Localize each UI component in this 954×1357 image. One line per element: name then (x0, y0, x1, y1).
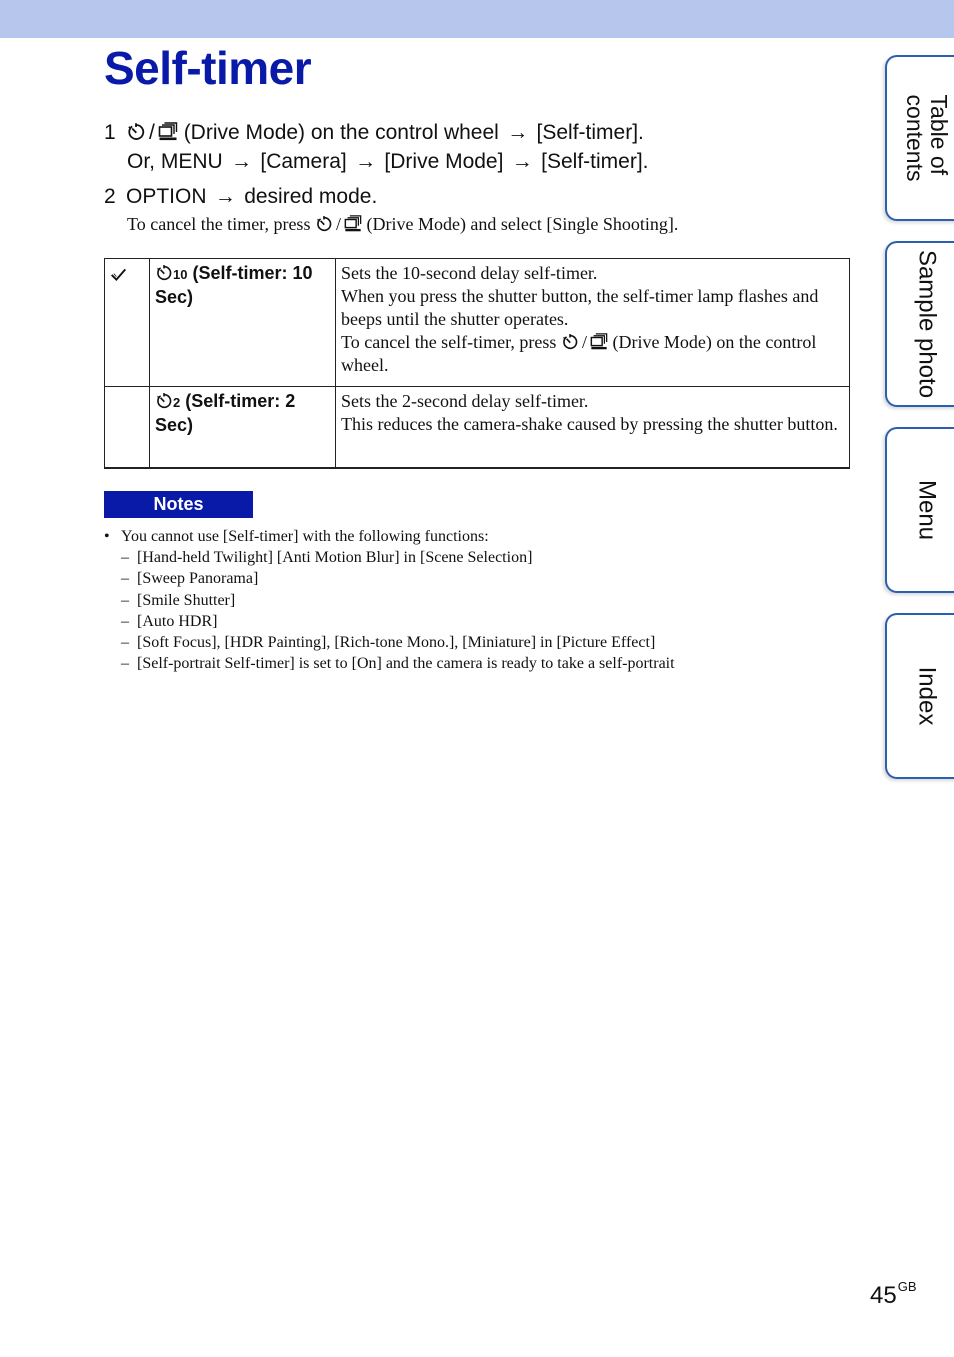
cancel-note (127, 212, 678, 236)
dash: – (121, 634, 129, 652)
tab-sample-photo[interactable] (885, 241, 954, 407)
default-cell (105, 259, 150, 387)
mode-table (104, 258, 850, 469)
note-text: [Self-portrait Self-timer] is set to [On] and the camera is ready to take a self-portrait (137, 655, 675, 673)
arrow-icon: → (511, 150, 533, 173)
cancel-before: To cancel the self-timer, press (341, 332, 557, 352)
notes-badge: Notes (104, 491, 253, 518)
page-number-value: 45 (870, 1282, 897, 1309)
default-cell (105, 387, 150, 468)
arrow-icon: → (507, 121, 529, 144)
note-text: [Smile Shutter] (137, 591, 236, 609)
mode-cancel-note (341, 331, 844, 377)
continuous-shooting-icon (590, 333, 608, 351)
self-timer-icon (315, 215, 333, 233)
menu-path-camera: [Camera] (260, 150, 347, 173)
list-item (104, 611, 675, 632)
mode-description-cell (336, 259, 850, 387)
table-row (105, 259, 850, 387)
menu-path-drive-mode: [Drive Mode] (384, 150, 504, 173)
step-1-text: (Drive Mode) on the control wheel (183, 121, 499, 144)
step-2 (104, 182, 377, 211)
arrow-icon: → (214, 185, 236, 208)
timer-subscript: 2 (173, 395, 181, 410)
dash: – (121, 549, 129, 567)
page-number (870, 1279, 917, 1310)
tab-label (903, 95, 951, 182)
note-text: [Sweep Panorama] (137, 570, 259, 588)
step-1 (104, 118, 649, 176)
cancel-note-after: (Drive Mode) and select [Single Shooting]. (366, 214, 679, 234)
dash: – (121, 570, 129, 588)
checkmark-icon (110, 266, 127, 283)
separator: / (335, 214, 341, 234)
notes-list (104, 526, 675, 674)
self-timer-icon (155, 264, 173, 282)
self-timer-icon (155, 392, 173, 410)
step-1-number: 1 (104, 121, 116, 144)
mode-description-cell (336, 387, 850, 468)
step-1-target: [Self-timer]. (536, 121, 644, 144)
arrow-icon: → (355, 150, 377, 173)
list-item (104, 590, 675, 611)
cancel-note-before: To cancel the timer, press (127, 214, 311, 234)
tab-label: Sample photo (913, 249, 941, 399)
dash: – (121, 591, 129, 609)
tab-label-line: Table of (926, 94, 952, 176)
continuous-shooting-icon (344, 215, 362, 233)
notes-intro: You cannot use [Self-timer] with the following functions: (121, 528, 489, 545)
note-text: [Auto HDR] (137, 612, 218, 630)
continuous-shooting-icon (158, 122, 178, 142)
self-timer-icon (126, 122, 146, 142)
separator: / (149, 121, 155, 144)
tab-label: Index (913, 666, 941, 726)
list-item (104, 653, 675, 674)
mode-description: This reduces the camera-shake caused by pressing the shutter button. (341, 414, 838, 434)
region-code: GB (897, 1279, 917, 1294)
menu-path-start: Or, MENU (127, 150, 223, 173)
note-text: [Soft Focus], [HDR Painting], [Rich-tone Mono.], [Miniature] in [Picture Effect] (137, 634, 656, 652)
bullet-icon: • (104, 528, 110, 545)
mode-description: When you press the shutter button, the self-timer lamp flashes and beeps until the shutter operates. (341, 286, 819, 329)
header-band (0, 0, 954, 38)
dash: – (121, 655, 129, 673)
step-1-alt (104, 147, 649, 176)
mode-name: (Self-timer: 2 Sec) (155, 391, 296, 435)
tab-table-of-contents[interactable] (885, 55, 954, 221)
mode-description: Sets the 2-second delay self-timer. (341, 391, 589, 411)
list-item (104, 526, 675, 547)
tab-index[interactable] (885, 613, 954, 779)
cancel-after: (Drive Mode) on the control wheel. (341, 332, 817, 375)
mode-name-cell (150, 387, 336, 468)
note-text: [Hand-held Twilight] [Anti Motion Blur] in [Scene Selection] (137, 549, 533, 567)
mode-name-cell (150, 259, 336, 387)
step-2-option: OPTION (126, 185, 207, 208)
step-2-target: desired mode. (244, 185, 378, 208)
tab-menu[interactable] (885, 427, 954, 593)
list-item (104, 632, 675, 653)
menu-path-self-timer: [Self-timer]. (541, 150, 649, 173)
page-title: Self-timer (104, 42, 312, 94)
list-item (104, 547, 675, 568)
timer-subscript: 10 (173, 267, 188, 282)
self-timer-icon (561, 333, 579, 351)
dash: – (121, 612, 129, 630)
mode-name: (Self-timer: 10 Sec) (155, 263, 313, 307)
step-2-number: 2 (104, 185, 116, 208)
arrow-icon: → (231, 150, 253, 173)
list-item (104, 568, 675, 589)
tab-label: Menu (913, 479, 941, 541)
mode-description: Sets the 10-second delay self-timer. (341, 263, 598, 283)
table-row (105, 387, 850, 468)
separator: / (581, 332, 587, 352)
tab-label-line: contents (902, 94, 928, 182)
